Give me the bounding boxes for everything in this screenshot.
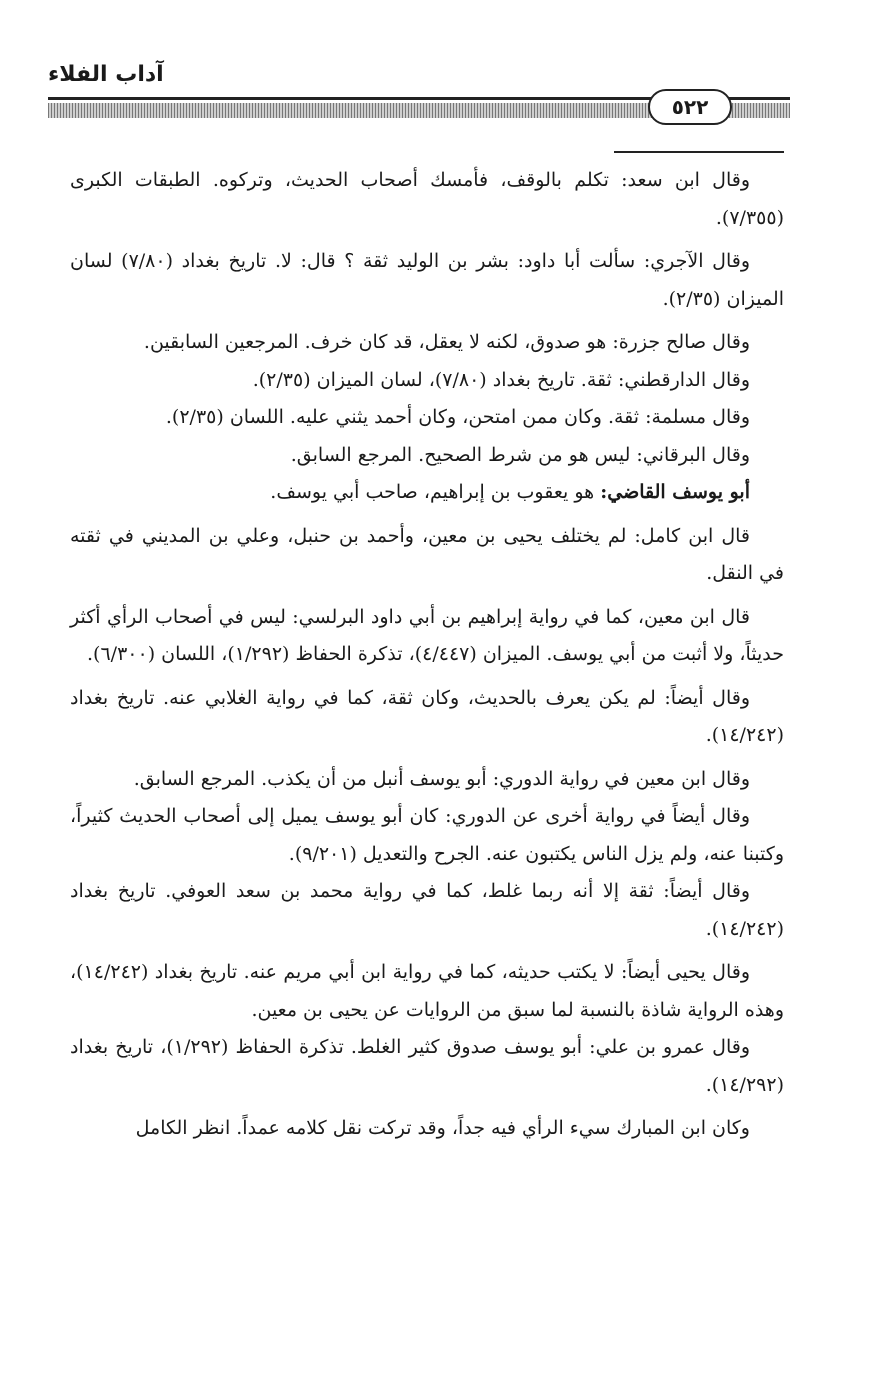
paragraph: وقال الآجري: سألت أبا داود: بشر بن الوليد ثقة ؟ قال: لا. تاريخ بغداد (٧/٨٠) لسان الميزان (٢/٣٥).: [70, 250, 784, 310]
footnote-separator: [614, 151, 784, 153]
paragraph: وقال عمرو بن علي: أبو يوسف صدوق كثير الغلط. تذكرة الحفاظ (١/٢٩٢)، تاريخ بغداد (١٤/٢٩٢).: [70, 1036, 784, 1096]
paragraph: وقال أيضاً: ثقة إلا أنه ربما غلط، كما في رواية محمد بن سعد العوفي. تاريخ بغداد (١٤/٢٤٢).: [70, 880, 784, 940]
paragraph: وقال ابن سعد: تكلم بالوقف، فأمسك أصحاب الحديث، وتركوه. الطبقات الكبرى (٧/٣٥٥).: [70, 169, 784, 229]
footnote-body: [70, 162, 784, 1148]
paragraph: قال ابن معين، كما في رواية إبراهيم بن أبي داود البرلسي: ليس في أصحاب الرأي أكثر حديثاً، ولا أثبت من أبي يوسف. الميزان (٤/٤٤٧)، تذكرة الحفاظ (١/٢٩٢)، اللسان (٦/٣٠٠).: [70, 605, 784, 665]
paragraph: وقال مسلمة: ثقة. وكان ممن امتحن، وكان أحمد يثني عليه. اللسان (٢/٣٥).: [165, 406, 750, 428]
paragraph: وقال البرقاني: ليس هو من شرط الصحيح. المرجع السابق.: [290, 443, 750, 466]
paragraph: وكان ابن المبارك سيء الرأي فيه جداً، وقد تركت نقل كلامه عمداً. انظر الكامل: [135, 1117, 750, 1139]
paragraph: وقال أيضاً: لم يكن يعرف بالحديث، وكان ثقة، كما في رواية الغلابي عنه. تاريخ بغداد (١٤/٢٤٢).: [70, 686, 784, 746]
paragraph: وقال الدارقطني: ثقة. تاريخ بغداد (٧/٨٠)، لسان الميزان (٢/٣٥).: [252, 368, 750, 391]
book-title: آداب الفلاء: [48, 62, 164, 87]
paragraph: قال ابن كامل: لم يختلف يحيى بن معين، وأحمد بن حنبل، وعلي بن المديني في ثقته في النقل.: [70, 524, 784, 584]
paragraph: وقال يحيى أيضاً: لا يكتب حديثه، كما في رواية ابن أبي مريم عنه. تاريخ بغداد (١٤/٢٤٢)، وهذه الرواية شاذة بالنسبة لما سبق من الروايات عن يحيى بن معين.: [70, 961, 784, 1021]
page-number-badge: [648, 89, 732, 125]
narrator-description: هو يعقوب بن إبراهيم، صاحب أبي يوسف.: [270, 481, 601, 503]
paragraph: [70, 474, 784, 512]
narrator-heading: أبو يوسف القاضي:: [600, 481, 750, 503]
page-number: ٥٢٢: [671, 95, 709, 119]
paragraph: وقال أيضاً في رواية أخرى عن الدوري: كان أبو يوسف يميل إلى أصحاب الحديث كثيراً، وكتبنا عنه، ولم يزل الناس يكتبون عنه. الجرح والتعديل (٩/٢٠١).: [70, 805, 784, 865]
paragraph: وقال صالح جزرة: هو صدوق، لكنه لا يعقل، قد كان خرف. المرجعين السابقين.: [143, 331, 750, 353]
paragraph: وقال ابن معين في رواية الدوري: أبو يوسف أنبل من أن يكذب. المرجع السابق.: [133, 767, 750, 790]
